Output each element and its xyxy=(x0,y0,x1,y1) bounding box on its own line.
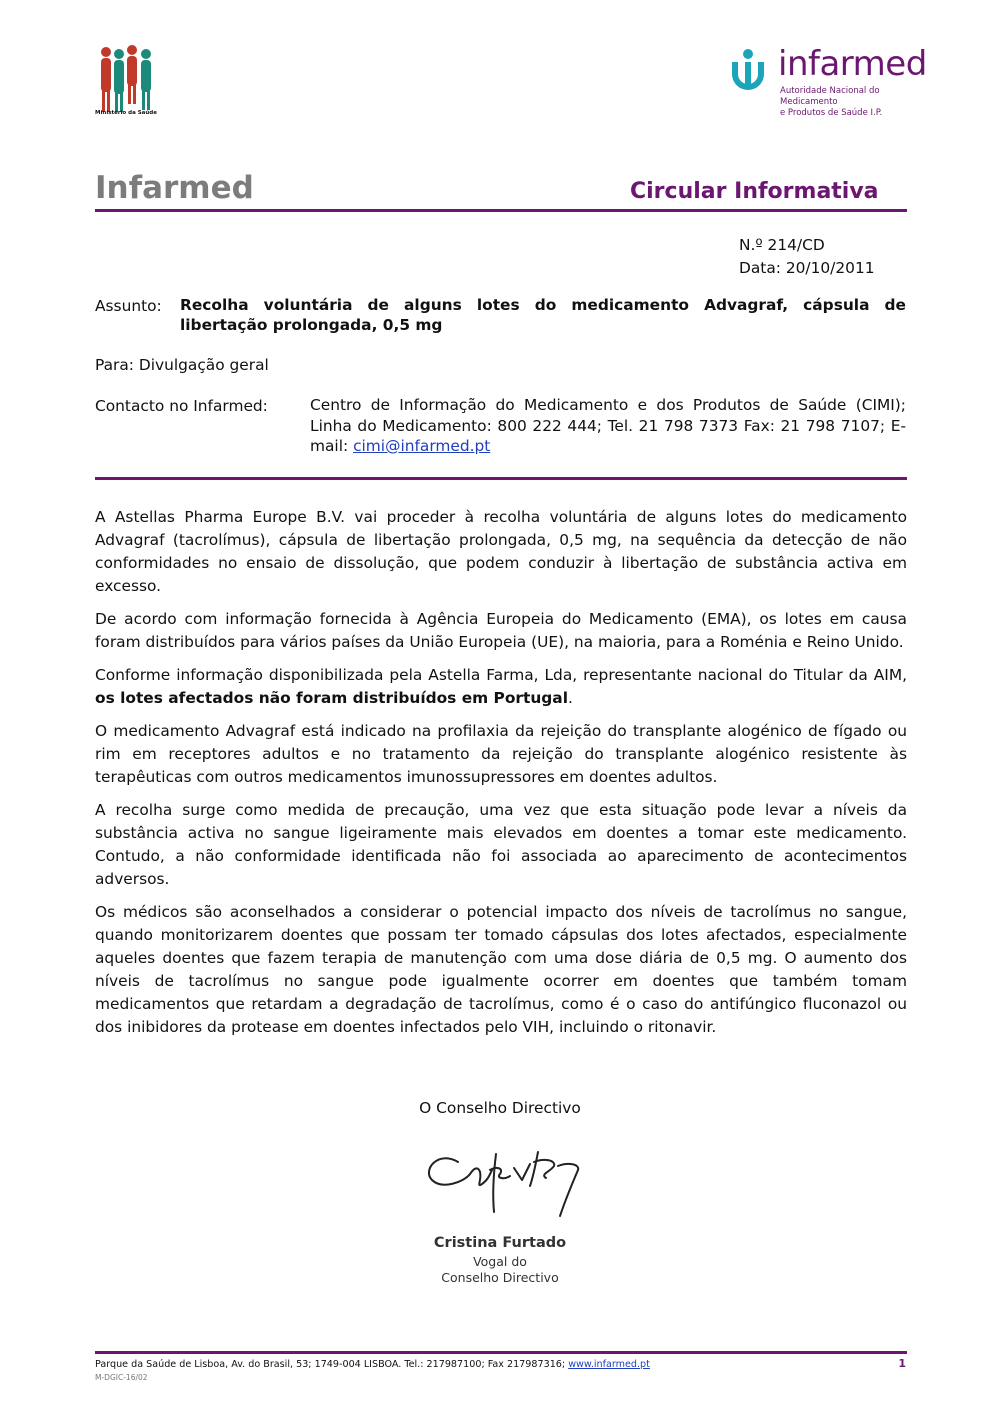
header-divider xyxy=(95,209,907,212)
footer-address-text: Parque da Saúde de Lisboa, Av. do Brasil, 53; 1749-004 LISBOA. Tel.: 217987100; Fax 217987316; xyxy=(95,1359,569,1370)
subject-text: Recolha voluntária de alguns lotes do medicamento Advagraf, cápsula de libertação prolongada, 0,5 mg xyxy=(180,296,906,334)
page-number: 1 xyxy=(898,1357,906,1370)
infarmed-logo-subtitle xyxy=(780,86,930,119)
footer-address xyxy=(95,1359,650,1370)
contact-email-link[interactable]: cimi@infarmed.pt xyxy=(353,437,491,455)
footer-divider xyxy=(95,1351,907,1354)
paragraph-4: O medicamento Advagraf está indicado na profilaxia da rejeição do transplante alogénico de fígado ou rim em receptores adultos e no tratamento da rejeição do transplante alogénico resistente às terapêuticas com outros medicamentos imunossupressores em doentes adultos. xyxy=(95,722,907,786)
paragraph-5: A recolha surge como medida de precaução, uma vez que esta situação pode levar a níveis da substância activa no sangue ligeiramente mais elevados em doentes a tomar este medicamento. Contudo, a não conformidade identificada não foi associada ao aparecimento de acontecimentos adversos. xyxy=(95,801,907,888)
footer-form-code: M-DGIC-16/02 xyxy=(95,1373,148,1382)
paragraph-1: A Astellas Pharma Europe B.V. vai proceder à recolha voluntária de alguns lotes do medicamento Advagraf (tacrolímus), cápsula de libertação prolongada, 0,5 mg, na sequência da detecção de não conformidades no ensaio de dissolução, que podem conduzir à libertação de substância activa em excesso. xyxy=(95,508,907,595)
ministerio-logo-icon xyxy=(92,44,160,118)
contact-label: Contacto no Infarmed: xyxy=(95,397,268,415)
page-subtitle: Circular Informativa xyxy=(630,179,879,204)
contact-text xyxy=(310,395,906,457)
recipient-line: Para: Divulgação geral xyxy=(95,356,269,374)
infarmed-logo-icon xyxy=(726,48,770,92)
ministerio-logo-text: Ministério da Saúde xyxy=(95,110,157,116)
paragraph-3-start: Conforme informação disponibilizada pela Astella Farma, Lda, representante nacional do Titular da AIM, xyxy=(95,666,907,684)
body-text xyxy=(95,506,907,1049)
document-number: N.º 214/CD xyxy=(739,236,825,254)
signer-role-line1: Vogal do xyxy=(473,1254,527,1269)
infarmed-logo-subtitle-line1: Autoridade Nacional do Medicamento xyxy=(780,86,880,107)
paragraph-3 xyxy=(95,664,907,710)
section-divider xyxy=(95,477,907,480)
signer-name: Cristina Furtado xyxy=(433,1235,567,1251)
subject-label: Assunto: xyxy=(95,297,162,315)
paragraph-3-emphasis: os lotes afectados não foram distribuídos em Portugal xyxy=(95,689,568,707)
signoff: O Conselho Directivo xyxy=(419,1099,581,1117)
contact-details: Centro de Informação do Medicamento e dos Produtos de Saúde (CIMI); Linha do Medicamento: 800 222 444; Tel. 21 798 7373 Fax: 21 798 7107; E-mail: xyxy=(310,396,906,455)
signature-icon xyxy=(418,1140,598,1222)
footer-website-link[interactable]: www.infarmed.pt xyxy=(568,1359,650,1370)
paragraph-3-end: . xyxy=(567,689,573,707)
infarmed-wordmark: infarmed xyxy=(778,44,927,84)
infarmed-logo-subtitle-line2: e Produtos de Saúde I.P. xyxy=(780,108,883,118)
signer-role-line2: Conselho Directivo xyxy=(441,1270,559,1285)
paragraph-2: De acordo com informação fornecida à Agência Europeia do Medicamento (EMA), os lotes em causa foram distribuídos para vários países da União Europeia (UE), na maioria, para a Roménia e Reino Unido. xyxy=(95,610,907,651)
document-date: Data: 20/10/2011 xyxy=(739,259,875,277)
page-title: Infarmed xyxy=(95,170,254,206)
paragraph-6: Os médicos são aconselhados a considerar o potencial impacto dos níveis de tacrolímus no sangue, quando monitorizarem doentes que possam ter tomado cápsulas dos lotes afectados, especialmente aqueles doentes que fazem terapia de manutenção com uma dose diária de 0,5 mg. O aumento dos níveis de tacrolímus no sangue pode igualmente ocorrer em doentes que também tomam medicamentos que retardam a degradação de tacrolímus, como é o caso do antifúngico fluconazol ou dos inibidores da protease em doentes infectados pelo VIH, incluindo o ritonavir. xyxy=(95,903,907,1036)
